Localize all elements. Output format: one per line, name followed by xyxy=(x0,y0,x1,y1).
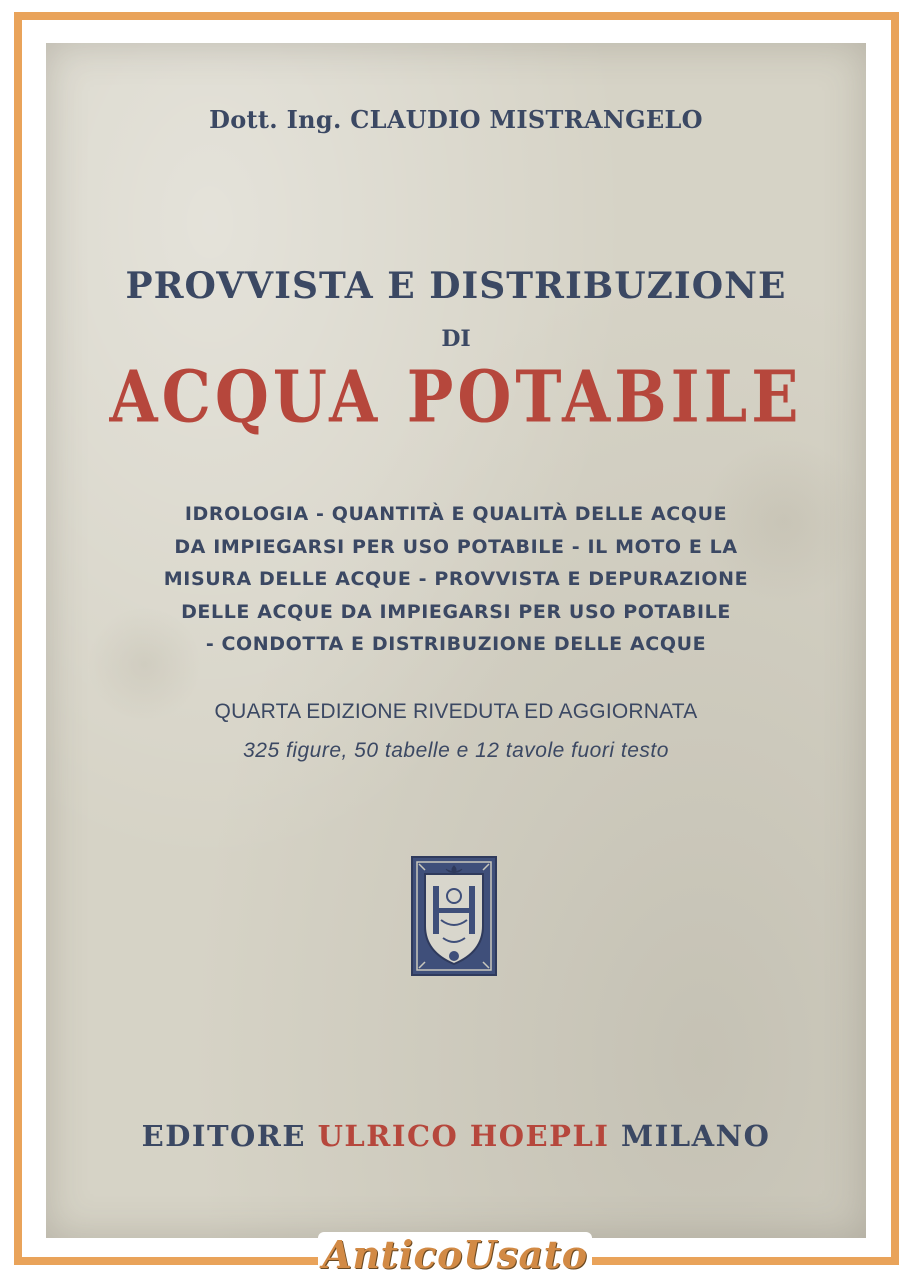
main-title: ACQUA POTABILE xyxy=(109,355,803,439)
subjects-line: IDROLOGIA - QUANTITÀ E QUALITÀ DELLE ACQUE xyxy=(184,503,728,525)
title-line-1: PROVVISTA E DISTRIBUZIONE xyxy=(125,265,787,307)
publisher-name: ULRICO HOEPLI xyxy=(317,1119,610,1153)
subjects-list xyxy=(46,498,866,661)
subjects-line: - CONDOTTA E DISTRIBUZIONE DELLE ACQUE xyxy=(205,633,707,655)
publisher-city: MILANO xyxy=(621,1119,771,1153)
edition-line: QUARTA EDIZIONE RIVEDUTA ED AGGIORNATA xyxy=(214,700,698,723)
subjects-line: DELLE ACQUE DA IMPIEGARSI PER USO POTABILE xyxy=(181,600,731,623)
publisher-line xyxy=(46,1119,866,1153)
title-connector: DI xyxy=(441,326,471,352)
subjects-line: DA IMPIEGARSI PER USO POTABILE - IL MOTO E LA xyxy=(174,535,738,558)
figures-line: 325 figure, 50 tabelle e 12 tavole fuori testo xyxy=(243,739,669,762)
publisher-emblem-icon xyxy=(411,856,497,976)
book-cover xyxy=(46,43,866,1238)
watermark-logo-text: AnticoUsato xyxy=(322,1232,588,1277)
subjects-line: MISURA DELLE ACQUE - PROVVISTA E DEPURAZIONE xyxy=(163,568,749,590)
watermark-badge xyxy=(318,1232,592,1278)
author-line: Dott. Ing. CLAUDIO MISTRANGELO xyxy=(209,105,703,134)
publisher-prefix: EDITORE xyxy=(141,1119,306,1153)
